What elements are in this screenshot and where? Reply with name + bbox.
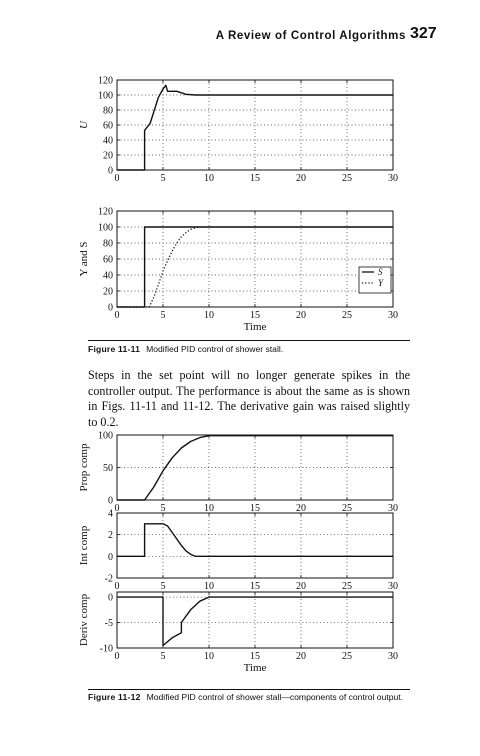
chart-legend — [359, 267, 391, 293]
caption-rule-11-11 — [88, 340, 410, 341]
chart-panel-1 — [78, 207, 398, 334]
x-tick-label: 10 — [204, 581, 214, 592]
y-axis-label: Deriv comp — [78, 593, 90, 647]
y-tick-label: 0 — [108, 592, 113, 604]
x-tick-label: 0 — [114, 581, 120, 592]
chart-panel-0 — [78, 76, 398, 185]
x-tick-label: 10 — [204, 503, 214, 514]
y-tick-label: 100 — [98, 430, 113, 442]
figure-11-12-caption-label: Figure 11-12 — [88, 692, 141, 702]
x-tick-label: 10 — [204, 310, 214, 321]
figure-11-12-caption — [88, 692, 408, 703]
x-tick-label: 15 — [250, 503, 260, 514]
y-axis-label: Prop comp — [78, 443, 90, 492]
x-tick-label: 30 — [388, 503, 398, 514]
figure-11-11-caption — [88, 344, 408, 355]
y-tick-label: 80 — [103, 105, 113, 117]
x-tick-label: 0 — [114, 173, 120, 184]
x-tick-label: 15 — [250, 173, 260, 184]
y-tick-label: 50 — [103, 463, 113, 474]
x-tick-label: 30 — [388, 310, 398, 321]
caption-rule-11-12 — [88, 689, 410, 690]
y-tick-label: 4 — [108, 508, 113, 520]
y-tick-label: 120 — [98, 206, 113, 218]
y-tick-label: -2 — [104, 573, 113, 585]
y-tick-label: 2 — [108, 530, 113, 542]
y-tick-label: 0 — [108, 495, 113, 507]
page-number: 327 — [410, 25, 437, 42]
figure-11-12-caption-text: Modified PID control of shower stall—components of control output. — [146, 692, 404, 702]
x-tick-label: 5 — [160, 173, 166, 184]
x-tick-label: 15 — [250, 310, 260, 321]
x-tick-label: 15 — [250, 651, 260, 662]
x-tick-label: 5 — [160, 503, 166, 514]
x-tick-label: 5 — [160, 651, 166, 662]
legend-label: S — [378, 267, 383, 277]
figure-11-12 — [0, 425, 480, 687]
x-tick-label: 5 — [160, 310, 166, 321]
y-tick-label: 0 — [108, 302, 113, 314]
legend-box — [359, 267, 391, 293]
x-axis-label: Time — [243, 321, 267, 333]
x-tick-label: 20 — [296, 173, 306, 184]
y-axis-label: U — [78, 121, 90, 129]
x-tick-label: 20 — [296, 503, 306, 514]
x-tick-label: 30 — [388, 581, 398, 592]
running-title: A Review of Control Algorithms — [215, 30, 406, 42]
x-tick-label: 20 — [296, 310, 306, 321]
x-tick-label: 10 — [204, 173, 214, 184]
y-tick-label: 20 — [103, 286, 113, 298]
x-tick-label: 30 — [388, 651, 398, 662]
y-tick-label: 120 — [98, 75, 113, 87]
y-tick-label: 100 — [98, 90, 113, 102]
y-tick-label: 80 — [103, 238, 113, 250]
body-paragraph: Steps in the set point will no longer generate spikes in the controller output. The performance is about the same as is shown in Figs. 11-11 and 11-12. The derivative gain was raised slightly to 0.2. — [88, 368, 410, 429]
y-tick-label: 40 — [103, 135, 113, 147]
y-tick-label: 20 — [103, 150, 113, 162]
x-axis-label: Time — [243, 662, 267, 674]
x-tick-label: 25 — [342, 173, 352, 184]
y-axis-label: Y and S — [78, 241, 90, 277]
x-tick-label: 30 — [388, 173, 398, 184]
y-tick-label: 0 — [108, 165, 113, 177]
x-tick-label: 20 — [296, 651, 306, 662]
x-tick-label: 25 — [342, 581, 352, 592]
series-line-0 — [117, 524, 393, 557]
x-tick-label: 25 — [342, 310, 352, 321]
chart-panel-2 — [78, 431, 398, 515]
y-tick-label: 60 — [103, 254, 113, 266]
y-tick-label: 100 — [98, 222, 113, 234]
x-tick-label: 15 — [250, 581, 260, 592]
chart-panel-4 — [78, 592, 398, 674]
y-tick-label: 60 — [103, 120, 113, 132]
x-tick-label: 20 — [296, 581, 306, 592]
legend-label: Y — [378, 278, 384, 288]
y-tick-label: 40 — [103, 270, 113, 282]
x-tick-label: 25 — [342, 503, 352, 514]
x-tick-label: 0 — [114, 503, 120, 514]
figure-11-11-caption-text: Modified PID control of shower stall. — [146, 344, 284, 354]
x-tick-label: 10 — [204, 651, 214, 662]
x-tick-label: 5 — [160, 581, 166, 592]
y-tick-label: -5 — [104, 618, 113, 630]
y-axis-label: Int comp — [78, 525, 90, 566]
chart-panel-3 — [78, 509, 398, 593]
figure-11-11 — [0, 70, 480, 338]
y-tick-label: 0 — [108, 551, 113, 563]
x-tick-label: 0 — [114, 651, 120, 662]
x-tick-label: 25 — [342, 651, 352, 662]
x-tick-label: 0 — [114, 310, 120, 321]
series-line-0 — [117, 436, 393, 500]
y-tick-label: -10 — [99, 643, 113, 655]
figure-11-11-caption-label: Figure 11-11 — [88, 344, 141, 354]
